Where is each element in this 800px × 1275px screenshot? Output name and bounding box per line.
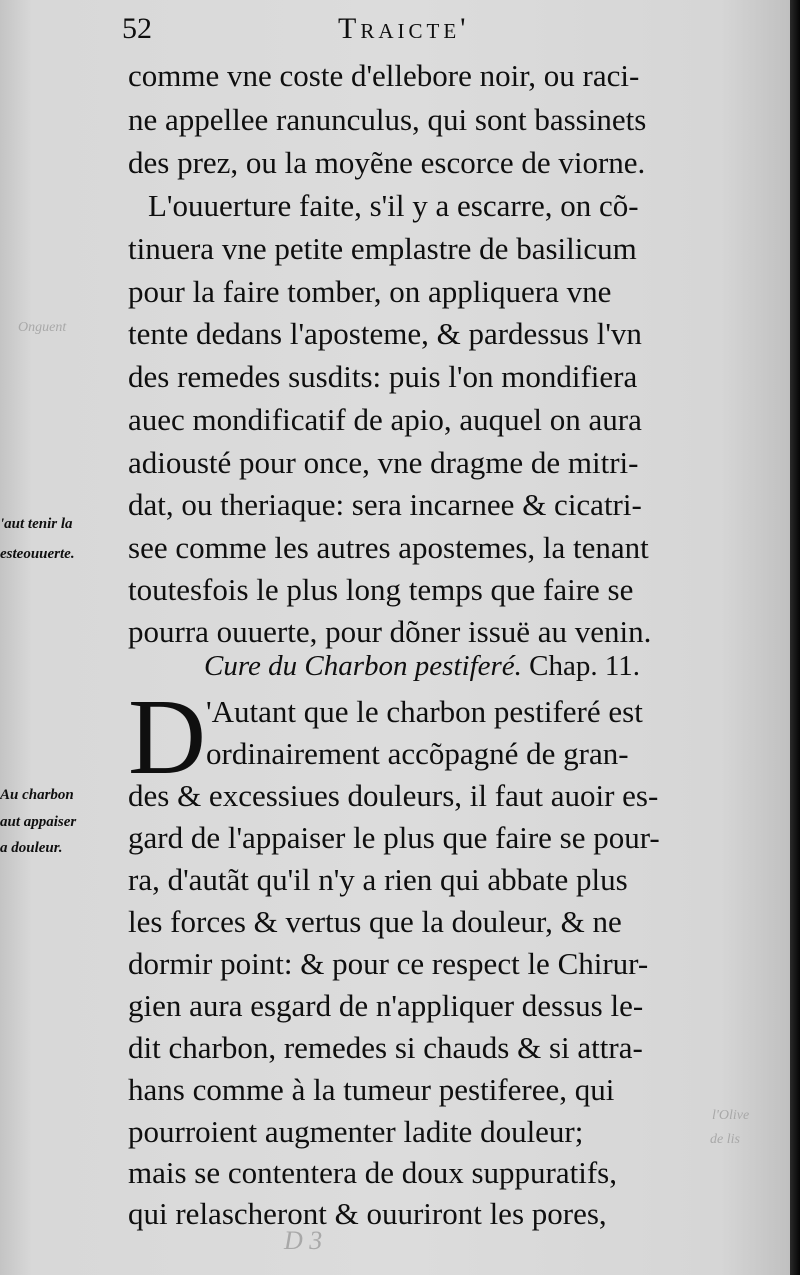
text-line: tente dedans l'aposteme, & pardessus l'vn <box>128 316 642 351</box>
text-line: dit charbon, remedes si chauds & si attra- <box>128 1030 643 1065</box>
bleed-through-text: Onguent <box>18 320 67 335</box>
text-line: auec mondificatif de apio, auquel on aura <box>128 402 642 437</box>
text-line: pour la faire tomber, on appliquera vne <box>128 274 612 309</box>
text-line: toutesfois le plus long temps que faire se <box>128 572 634 607</box>
text-line: ne appellee ranunculus, qui sont bassinets <box>128 102 647 137</box>
margin-note: 'aut tenir la <box>0 516 73 532</box>
text-line: dat, ou theriaque: sera incarnee & cicatri- <box>128 487 642 522</box>
text-line: les forces & vertus que la douleur, & ne <box>128 904 622 939</box>
text-line: ra, d'autãt qu'il n'y a rien qui abbate plus <box>128 862 628 897</box>
running-head: Traicte' <box>338 12 470 45</box>
text-line: pourra ouuerte, pour dõner issuë au venin. <box>128 614 652 649</box>
text-line: tinuera vne petite emplastre de basilicum <box>128 231 637 266</box>
page-edge-shadow <box>790 0 800 1275</box>
text-line: des prez, ou la moyẽne escorce de viorne. <box>128 145 646 180</box>
text-line: pourroient augmenter ladite douleur; <box>128 1114 584 1149</box>
margin-note: esteouuerte. <box>0 546 75 562</box>
margin-note: aut appaiser <box>0 814 77 830</box>
chapter-heading <box>204 646 640 686</box>
chapter-number: Chap. 11. <box>529 650 641 682</box>
text-line: see comme les autres apostemes, la tenant <box>128 530 649 565</box>
text-line: des & excessiues douleurs, il faut auoir es- <box>128 778 659 813</box>
page-header <box>0 12 790 54</box>
margin-note: a douleur. <box>0 840 63 856</box>
text-line: adiousté pour once, vne dragme de mitri- <box>128 445 639 480</box>
text-line: comme vne coste d'ellebore noir, ou raci- <box>128 58 640 93</box>
text-line: gard de l'appaiser le plus que faire se pour- <box>128 820 660 855</box>
drop-cap: D <box>128 678 206 797</box>
bleed-through-text: de lis <box>710 1132 740 1147</box>
bleed-through-text: l'Olive <box>712 1108 750 1123</box>
text-line: 'Autant que le charbon pestiferé est <box>206 694 643 729</box>
text-line: dormir point: & pour ce respect le Chirur- <box>128 946 649 981</box>
chapter-title: Cure du Charbon pestiferé. <box>204 650 522 682</box>
text-line: qui relascheront & ouuriront les pores, <box>128 1196 607 1231</box>
text-line: ordinairement accõpagné de gran- <box>206 736 629 771</box>
page-number: 52 <box>122 12 152 45</box>
text-line: des remedes susdits: puis l'on mondifiera <box>128 359 638 394</box>
text-line: hans comme à la tumeur pestiferee, qui <box>128 1072 615 1107</box>
text-line: mais se contentera de doux suppuratifs, <box>128 1155 617 1190</box>
text-line: gien aura esgard de n'appliquer dessus le- <box>128 988 644 1023</box>
margin-note: Au charbon <box>0 787 74 803</box>
text-line: L'ouuerture faite, s'il y a escarre, on cõ- <box>148 188 639 223</box>
bleed-through-text: D 3 <box>284 1226 323 1255</box>
